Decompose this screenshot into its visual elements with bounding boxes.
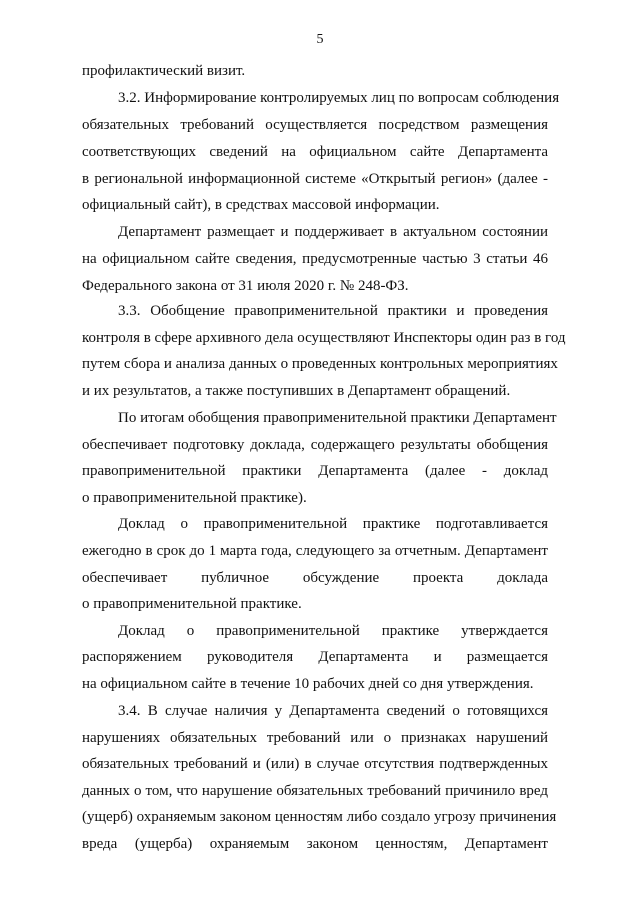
text-line: 3.3. Обобщение правоприменительной практики и проведения bbox=[118, 303, 548, 319]
text-line: профилактический визит. bbox=[82, 63, 246, 79]
text-line: Доклад о правоприменительной практике утверждается bbox=[118, 623, 548, 639]
text-line: (ущерб) охраняемым законом ценностям либо создало угрозу причинения bbox=[82, 809, 557, 825]
text-line: 3.2. Информирование контролируемых лиц по вопросам соблюдения bbox=[118, 90, 560, 106]
text-line: Федерального закона от 31 июля 2020 г. № 248-ФЗ. bbox=[82, 278, 409, 294]
text-line: распоряжением руководителя Департамента и размещается bbox=[82, 649, 548, 665]
text-line: на официальном сайте сведения, предусмотренные частью 3 статьи 46 bbox=[82, 251, 548, 267]
text-line: По итогам обобщения правоприменительной практики Департамент bbox=[118, 410, 557, 426]
text-line: официальный сайт), в средствах массовой информации. bbox=[82, 197, 440, 213]
text-line: и их результатов, а также поступивших в Департамент обращений. bbox=[82, 383, 511, 399]
text-line: данных о том, что нарушение обязательных требований причинило вред bbox=[82, 783, 548, 799]
text-line: о правоприменительной практике). bbox=[82, 490, 307, 506]
text-line: соответствующих сведений на официальном сайте Департамента bbox=[82, 144, 548, 160]
text-line: Доклад о правоприменительной практике подготавливается bbox=[118, 516, 548, 532]
text-line: ежегодно в срок до 1 марта года, следующего за отчетным. Департамент bbox=[82, 543, 548, 559]
text-line: вреда (ущерба) охраняемым законом ценностям, Департамент bbox=[82, 836, 548, 852]
text-line: обеспечивает подготовку доклада, содержащего результаты обобщения bbox=[82, 437, 548, 453]
text-line: 3.4. В случае наличия у Департамента сведений о готовящихся bbox=[118, 703, 548, 719]
text-line: обязательных требований осуществляется посредством размещения bbox=[82, 117, 548, 133]
text-line: на официальном сайте в течение 10 рабочих дней со дня утверждения. bbox=[82, 676, 534, 692]
text-line: о правоприменительной практике. bbox=[82, 596, 302, 612]
text-line: правоприменительной практики Департамента (далее - доклад bbox=[82, 463, 548, 479]
page-number: 5 bbox=[316, 32, 324, 47]
text-line: контроля в сфере архивного дела осуществляют Инспекторы один раз в год bbox=[82, 330, 566, 346]
text-line: обеспечивает публичное обсуждение проекта доклада bbox=[82, 570, 548, 586]
text-line: обязательных требований и (или) в случае отсутствия подтвержденных bbox=[82, 756, 548, 772]
text-line: в региональной информационной системе «Открытый регион» (далее - bbox=[82, 171, 548, 187]
text-line: Департамент размещает и поддерживает в актуальном состоянии bbox=[118, 224, 548, 240]
text-line: путем сбора и анализа данных о проведенных контрольных мероприятиях bbox=[82, 356, 558, 372]
text-line: нарушениях обязательных требований или о признаках нарушений bbox=[82, 730, 548, 746]
